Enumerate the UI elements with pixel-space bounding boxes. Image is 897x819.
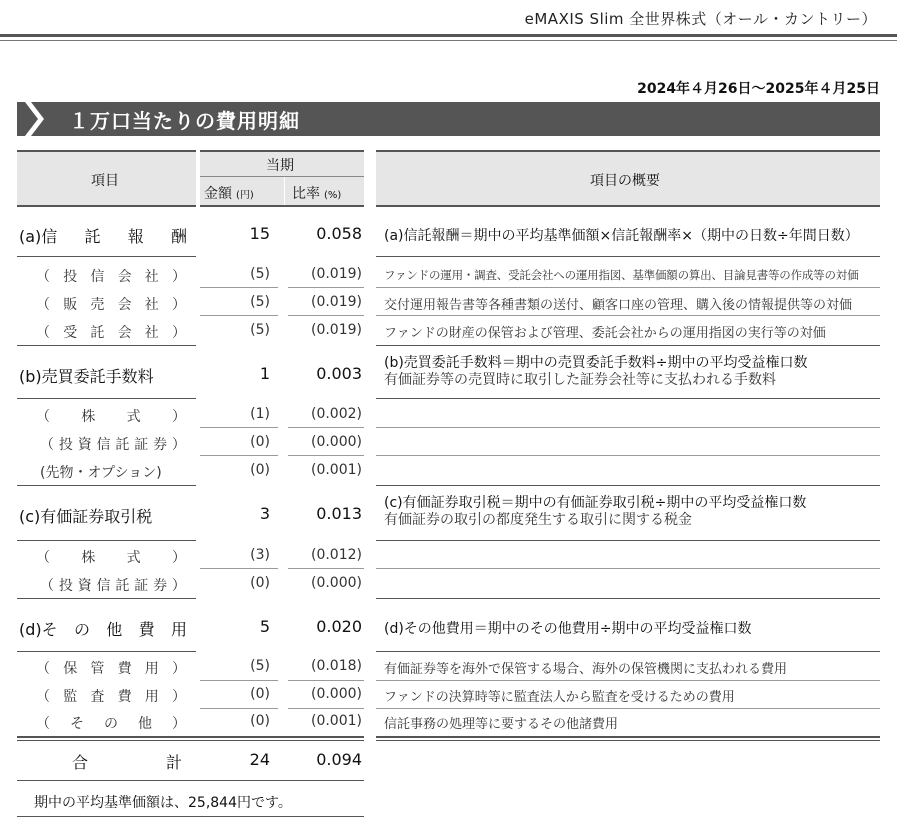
row-divider	[288, 680, 364, 681]
row-description: 信託事務の処理等に要するその他諸費用	[384, 717, 619, 732]
row-label: （ 投 信 会 社 ）	[36, 269, 186, 285]
row-amount: (0)	[250, 575, 270, 591]
row-rate: (0.001)	[310, 462, 362, 478]
row-description-formula: (b)売買委託手数料＝期中の売買委託手数料÷期中の平均受益権口数	[384, 355, 808, 371]
header-summary-column	[376, 150, 880, 207]
row-rate: (0.018)	[310, 658, 362, 674]
row-amount: (5)	[250, 658, 270, 674]
row-divider	[200, 287, 278, 288]
row-divider	[288, 287, 364, 288]
row-divider	[376, 455, 880, 456]
row-label: （ 受 託 会 社 ）	[36, 325, 186, 341]
row-label: （ 監 査 費 用 ）	[36, 689, 186, 705]
row-label: （ 保 管 費 用 ）	[36, 661, 186, 677]
row-divider	[17, 256, 196, 257]
row-amount: 15	[249, 224, 270, 243]
header-item-label: 項目	[91, 173, 119, 189]
row-divider	[200, 680, 278, 681]
row-amount: 1	[259, 364, 270, 383]
row-divider	[17, 540, 196, 541]
row-divider	[200, 315, 278, 316]
row-description: 有価証券等を海外で保管する場合、海外の保管機関に支払われる費用	[384, 662, 788, 677]
row-divider	[200, 427, 278, 428]
row-rate: (0.019)	[310, 322, 362, 338]
row-divider	[376, 708, 880, 709]
row-label: （ 株 式 ）	[36, 409, 186, 425]
row-label: (b)売買委託手数料	[19, 367, 154, 386]
row-rate: (0.000)	[310, 434, 362, 450]
header-period-column	[200, 150, 364, 207]
row-rate: (0.012)	[310, 547, 362, 563]
total-bottom-divider	[17, 780, 364, 781]
row-description-detail: 有価証券の取引の都度発生する取引に関する税金	[384, 512, 692, 528]
header-amount-label: 金額 (円)	[204, 186, 254, 202]
row-divider	[376, 256, 880, 257]
row-divider	[288, 568, 364, 569]
row-divider	[17, 485, 196, 486]
row-description-formula: (c)有価証券取引税＝期中の有価証券取引税÷期中の平均受益権口数	[384, 495, 807, 511]
row-description: (a)信託報酬＝期中の平均基準価額×信託報酬率×（期中の日数÷年間日数）	[384, 228, 859, 244]
row-label: (a)信 託 報 酬	[19, 227, 187, 246]
row-divider	[288, 427, 364, 428]
summary-divider-inner	[376, 740, 880, 741]
row-divider	[376, 598, 880, 599]
row-rate: (0.000)	[310, 686, 362, 702]
header-period-label: 当期	[266, 158, 294, 174]
row-label: (先物・オプション)	[40, 465, 162, 481]
row-divider	[288, 455, 364, 456]
row-amount: (3)	[250, 547, 270, 563]
header-rule-thin	[0, 40, 897, 41]
row-amount: (0)	[250, 434, 270, 450]
total-divider-inner	[17, 740, 364, 741]
row-amount: (5)	[250, 322, 270, 338]
summary-divider	[376, 736, 880, 738]
footer-note: 期中の平均基準価額は、25,844円です。	[34, 795, 292, 811]
row-label: （ 投 資 信 託 証 券 ）	[40, 437, 186, 453]
total-divider	[17, 736, 364, 738]
total-label: 合 計	[72, 753, 182, 772]
row-divider	[17, 651, 196, 652]
fund-name: eMAXIS Slim 全世界株式（オール・カントリー）	[524, 10, 877, 28]
row-rate: (0.002)	[310, 406, 362, 422]
row-divider	[376, 315, 880, 316]
row-divider	[200, 455, 278, 456]
row-divider	[376, 680, 880, 681]
header-item-column	[17, 150, 196, 207]
row-label: （ そ の 他 ）	[36, 716, 186, 732]
row-rate: (0.019)	[310, 294, 362, 310]
header-amount-unit: (円)	[236, 190, 254, 201]
header-rule-thick	[0, 34, 897, 37]
total-amount: 24	[249, 750, 270, 769]
row-description-detail: 有価証券等の売買時に取引した証券会社等に支払われる手数料	[384, 372, 776, 388]
row-amount: 5	[259, 617, 270, 636]
total-rate: 0.094	[316, 750, 362, 769]
header-sub-divider	[200, 176, 364, 177]
row-label: （ 株 式 ）	[36, 550, 186, 566]
row-rate: 0.003	[316, 364, 362, 383]
row-rate: 0.013	[316, 504, 362, 523]
row-amount: (5)	[250, 266, 270, 282]
row-divider	[376, 345, 880, 346]
section-title-bar	[17, 102, 880, 136]
header-rate-unit: (%)	[324, 190, 342, 201]
row-description	[384, 495, 880, 529]
row-amount: (1)	[250, 406, 270, 422]
row-divider	[17, 398, 196, 399]
row-description: ファンドの決算時等に監査法人から監査を受けるための費用	[384, 690, 735, 705]
section-title: １万口当たりの費用明細	[69, 109, 300, 133]
row-divider	[288, 708, 364, 709]
row-divider	[288, 315, 364, 316]
row-rate: 0.058	[316, 224, 362, 243]
row-rate: (0.001)	[310, 713, 362, 729]
row-description: (d)その他費用＝期中のその他費用÷期中の平均受益権口数	[384, 621, 752, 637]
row-divider	[17, 345, 196, 346]
row-amount: (5)	[250, 294, 270, 310]
footer-bottom-divider	[17, 816, 364, 817]
header-summary-label: 項目の概要	[590, 173, 660, 189]
header-sub-separator	[284, 177, 285, 205]
row-divider	[200, 708, 278, 709]
row-amount: 3	[259, 504, 270, 523]
row-divider	[376, 398, 880, 399]
row-rate: (0.000)	[310, 575, 362, 591]
header-rate-label: 比率 (%)	[292, 186, 342, 202]
period-range: 2024年４月26日～2025年４月25日	[637, 81, 880, 97]
row-divider	[376, 485, 880, 486]
row-divider	[376, 427, 880, 428]
row-divider	[200, 568, 278, 569]
row-rate: 0.020	[316, 617, 362, 636]
row-label: (d)そ の 他 費 用	[19, 620, 187, 639]
row-label: (c)有価証券取引税	[19, 507, 153, 526]
row-rate: (0.019)	[310, 266, 362, 282]
chevron-inner-shape	[17, 102, 53, 136]
row-divider	[17, 598, 196, 599]
row-label: （ 販 売 会 社 ）	[36, 297, 186, 313]
row-amount: (0)	[250, 686, 270, 702]
row-amount: (0)	[250, 713, 270, 729]
row-description	[384, 355, 880, 389]
row-description: ファンドの運用・調査、受託会社への運用指図、基準価額の算出、目論見書等の作成等の対価	[384, 268, 859, 282]
row-divider	[376, 651, 880, 652]
row-divider	[376, 568, 880, 569]
row-label: （ 投 資 信 託 証 券 ）	[40, 578, 186, 594]
row-description: ファンドの財産の保管および管理、委託会社からの運用指図の実行等の対価	[384, 326, 826, 341]
row-divider	[376, 540, 880, 541]
row-amount: (0)	[250, 462, 270, 478]
row-divider	[376, 287, 880, 288]
row-description: 交付運用報告書等各種書類の送付、顧客口座の管理、購入後の情報提供等の対価	[384, 298, 853, 313]
